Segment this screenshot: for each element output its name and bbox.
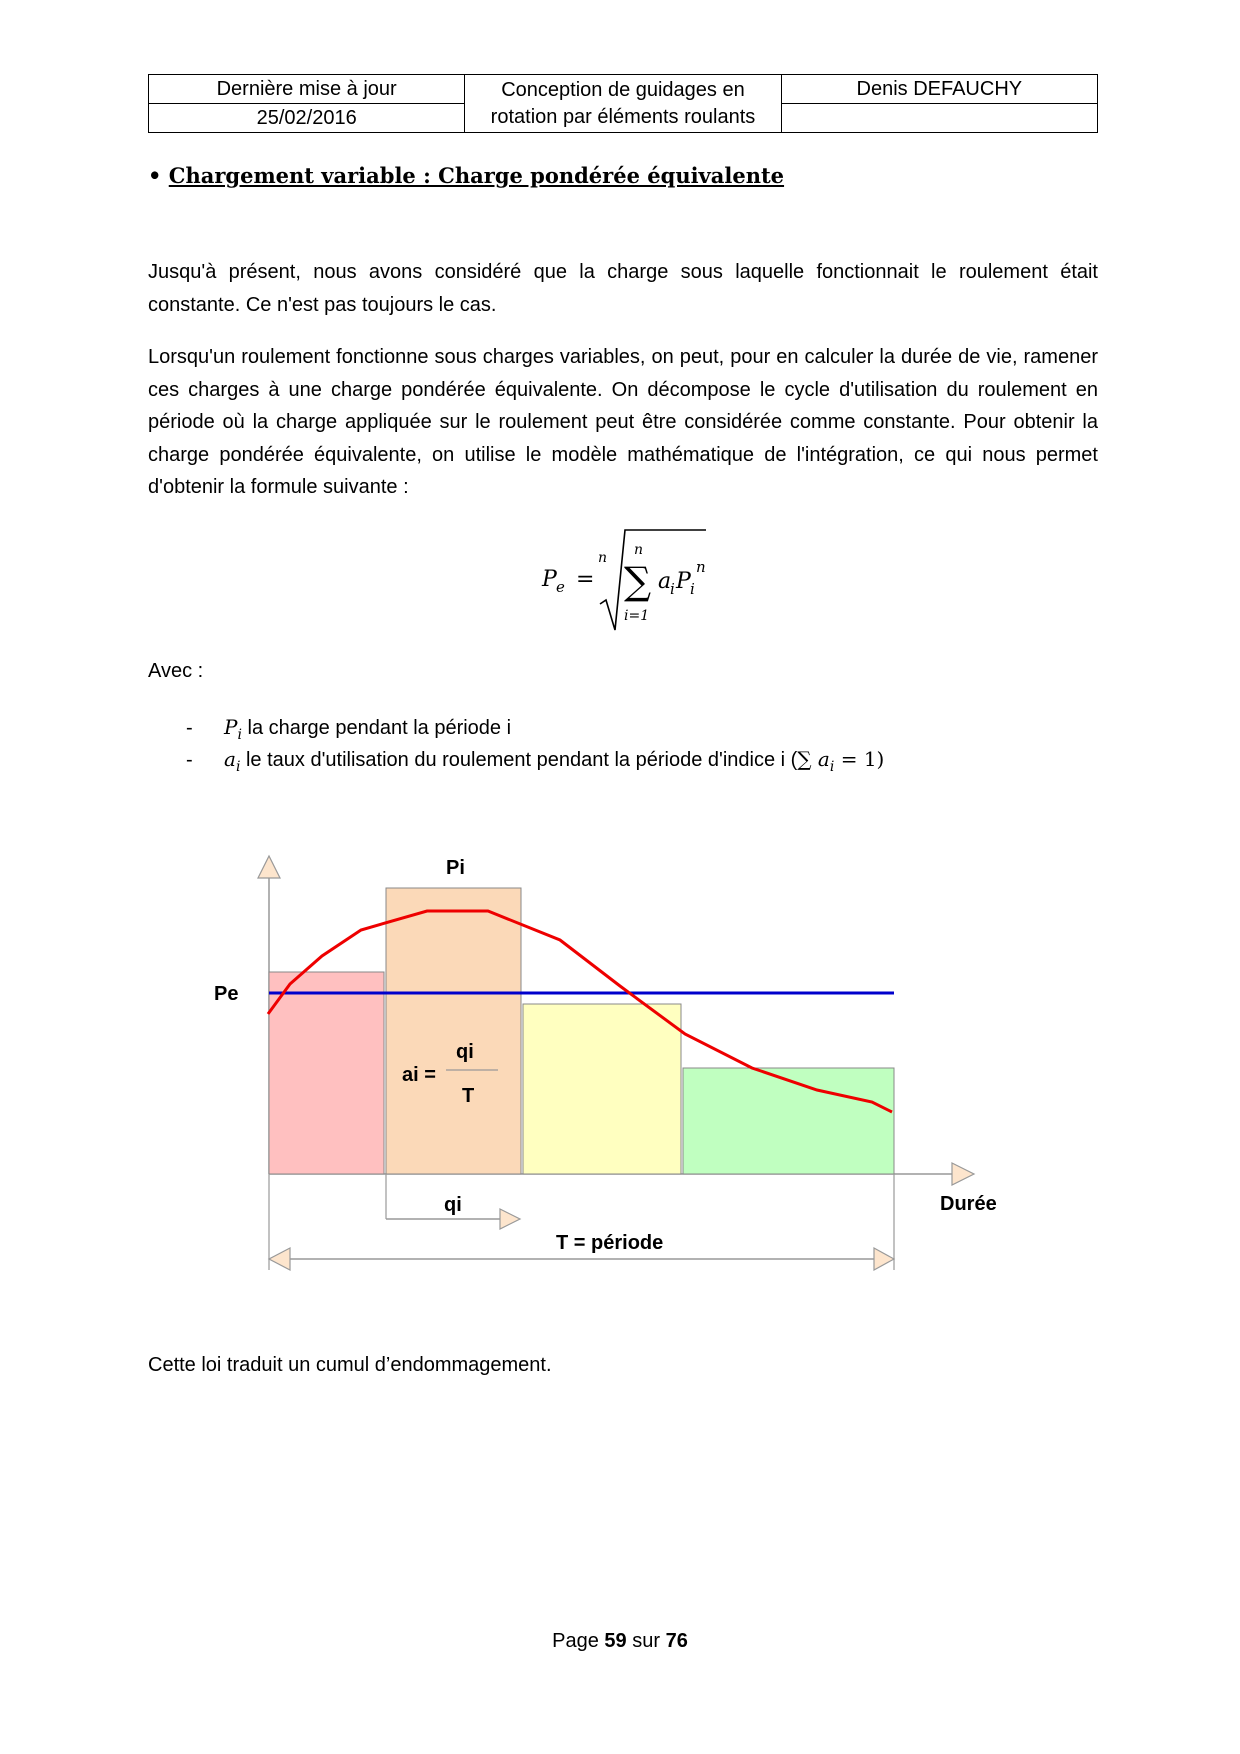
subject-cell (465, 75, 781, 133)
document-header (148, 74, 1098, 133)
sum-expression-end: = 1) (834, 747, 885, 771)
definition-text: le taux d'utilisation du roulement pendant la période d'indice i ( (240, 749, 798, 771)
closing-sentence: Cette loi traduit un cumul d’endommagement. (148, 1354, 552, 1376)
sum-lower-limit: i=1 (624, 608, 650, 624)
formula-term-a: a (658, 569, 672, 594)
definition-symbol-sub: i (235, 759, 241, 775)
author: Denis DEFAUCHY (781, 75, 1097, 104)
formula-root-index: n (598, 550, 608, 566)
sum-upper-limit: n (634, 542, 644, 558)
list-dash: - (186, 717, 193, 739)
subject-line-2: rotation par éléments roulants (490, 105, 756, 128)
definition-symbol-sub: i (237, 727, 242, 743)
definition-ai (186, 747, 884, 775)
section-title (148, 163, 784, 188)
page-number: 59 (604, 1630, 627, 1652)
ai-denominator: T (462, 1085, 475, 1107)
formula-exponent: n (696, 558, 706, 576)
formula-term-p: P (676, 569, 691, 594)
x-axis-arrow (952, 1163, 974, 1185)
avec-label: Avec : (148, 660, 204, 682)
definition-pi (186, 715, 511, 743)
bullet: • (148, 163, 162, 188)
page-footer (0, 1630, 1240, 1653)
qi-arrow-head (500, 1209, 520, 1229)
empty-cell (781, 104, 1097, 133)
paragraph-1: Jusqu'à présent, nous avons considéré que la charge sous laquelle fonctionnait le roulement était constante. Ce n'est pas toujours le cas. (148, 261, 1098, 316)
paragraph-2: Lorsqu'un roulement fonctionne sous charges variables, on peut, pour en calculer la durée de vie, ramener ces charges à une charge pondérée équivalente. On décompose le cycle d'utilisation du roulement en période où la charge appliquée sur le roulement peut être considérée comme constante. Pour obtenir la charge pondérée équivalente, on utilise le modèle mathématique de l'intégration, ce qui nous permet d'obtenir la formule suivante : (148, 346, 1098, 498)
sum-symbol: ∑ (624, 559, 652, 603)
qi-label: qi (444, 1194, 462, 1216)
bar-period-4 (683, 1068, 894, 1174)
last-update-label: Dernière mise à jour (149, 75, 465, 104)
duree-label: Durée (940, 1193, 997, 1215)
ai-label: ai = (402, 1064, 436, 1086)
formula-term-p-sub: i (690, 580, 695, 598)
definition-symbol: P (224, 715, 238, 739)
page-word: Page (552, 1630, 599, 1652)
sum-expression-sub: i (829, 759, 835, 775)
page-total: 76 (665, 1630, 688, 1652)
sum-expression: ∑ a (797, 747, 830, 771)
definition-symbol: a (224, 747, 236, 771)
bar-period-3 (523, 1004, 681, 1174)
subject-line-1: Conception de guidages en (501, 78, 745, 101)
section-title-text: Chargement variable : Charge pondérée équivalente (168, 163, 785, 188)
bar-period-1 (269, 972, 384, 1174)
pe-label: Pe (214, 983, 239, 1005)
of-word: sur (632, 1630, 661, 1652)
y-axis-arrow (258, 856, 280, 878)
update-date: 25/02/2016 (149, 104, 465, 133)
formula-term-a-sub: i (670, 580, 675, 598)
period-arrow-left (269, 1248, 290, 1270)
ai-numerator: qi (456, 1041, 474, 1063)
equivalent-load-formula (520, 528, 720, 638)
bar-period-2 (386, 888, 521, 1174)
period-label: T = période (556, 1232, 664, 1254)
load-cycle-diagram (200, 838, 1020, 1278)
list-dash: - (186, 749, 193, 771)
pi-label: Pi (446, 857, 465, 879)
formula-equals: = (576, 567, 595, 592)
period-arrow-right (874, 1248, 894, 1270)
definition-text: la charge pendant la période i (241, 717, 512, 739)
formula-lhs-sub: e (556, 578, 565, 596)
formula-lhs: P (542, 567, 557, 592)
